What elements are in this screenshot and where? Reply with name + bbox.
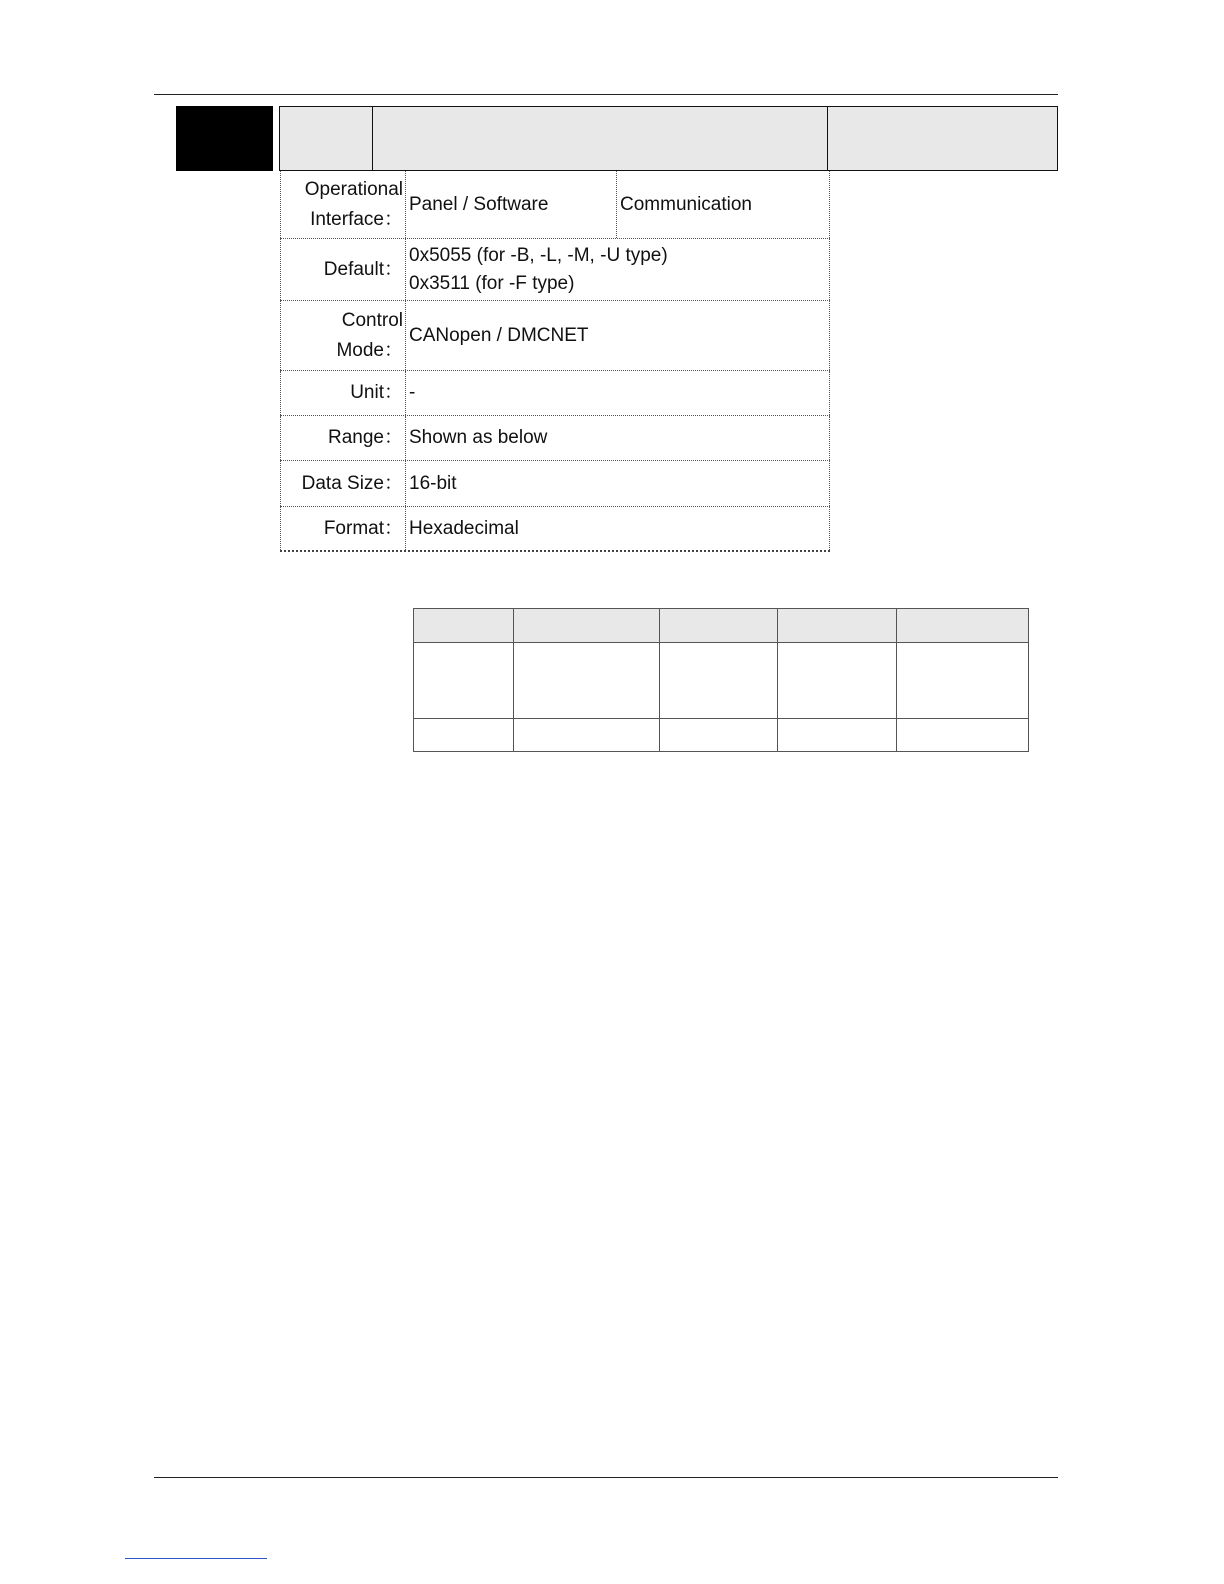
control-mode-label <box>280 301 406 370</box>
table-cell <box>513 609 659 643</box>
table-row <box>414 719 1029 752</box>
data-size-row <box>280 461 830 507</box>
table-cell <box>414 643 514 719</box>
header-cell-name <box>373 107 828 170</box>
header-cell-code <box>280 107 373 170</box>
operational-interface-value <box>406 171 830 238</box>
table-cell <box>659 609 778 643</box>
default-value-line: 0x3511 (for -F type) <box>409 272 575 294</box>
operational-interface-label <box>280 171 406 238</box>
format-value: Hexadecimal <box>406 507 830 550</box>
header-rule <box>154 94 1058 95</box>
unit-row <box>280 371 830 416</box>
table-cell <box>778 609 897 643</box>
footer-rule <box>154 1477 1058 1478</box>
control-mode-row <box>280 301 830 371</box>
chapter-tab <box>176 106 273 171</box>
control-mode-value: CANopen / DMCNET <box>406 301 830 370</box>
data-size-label: Data Size： <box>280 461 406 506</box>
label-line: Operational <box>304 178 403 200</box>
operational-interface-row <box>280 171 830 239</box>
table-cell <box>659 643 778 719</box>
range-value: Shown as below <box>406 416 830 460</box>
label-line: Interface： <box>310 208 403 230</box>
table-row <box>414 609 1029 643</box>
setting-table <box>413 608 1029 752</box>
range-label: Range： <box>280 416 406 460</box>
unit-label: Unit： <box>280 371 406 415</box>
table-cell <box>897 609 1029 643</box>
parameter-header-table <box>279 106 1058 171</box>
table-cell <box>513 719 659 752</box>
default-row <box>280 239 830 301</box>
communication-cell: Communication <box>620 193 752 215</box>
label-line: Control <box>341 309 403 331</box>
format-row <box>280 507 830 552</box>
table-cell <box>513 643 659 719</box>
header-cell-address <box>828 107 1057 170</box>
table-cell <box>778 643 897 719</box>
parameter-properties <box>280 171 830 552</box>
table-cell <box>778 719 897 752</box>
table-cell <box>659 719 778 752</box>
default-value-line: 0x5055 (for -B, -L, -M, -U type) <box>409 244 668 266</box>
table-cell <box>897 643 1029 719</box>
table-cell <box>414 719 514 752</box>
table-cell <box>414 609 514 643</box>
default-label: Default： <box>280 239 406 300</box>
label-line: Mode： <box>336 339 403 361</box>
format-label: Format： <box>280 507 406 550</box>
default-value <box>406 239 830 300</box>
unit-value: - <box>406 371 830 415</box>
footer-link-underline <box>125 1558 267 1559</box>
table-row <box>414 643 1029 719</box>
range-row <box>280 416 830 461</box>
data-size-value: 16-bit <box>406 461 830 506</box>
table-cell <box>897 719 1029 752</box>
panel-software-cell: Panel / Software <box>406 171 617 238</box>
